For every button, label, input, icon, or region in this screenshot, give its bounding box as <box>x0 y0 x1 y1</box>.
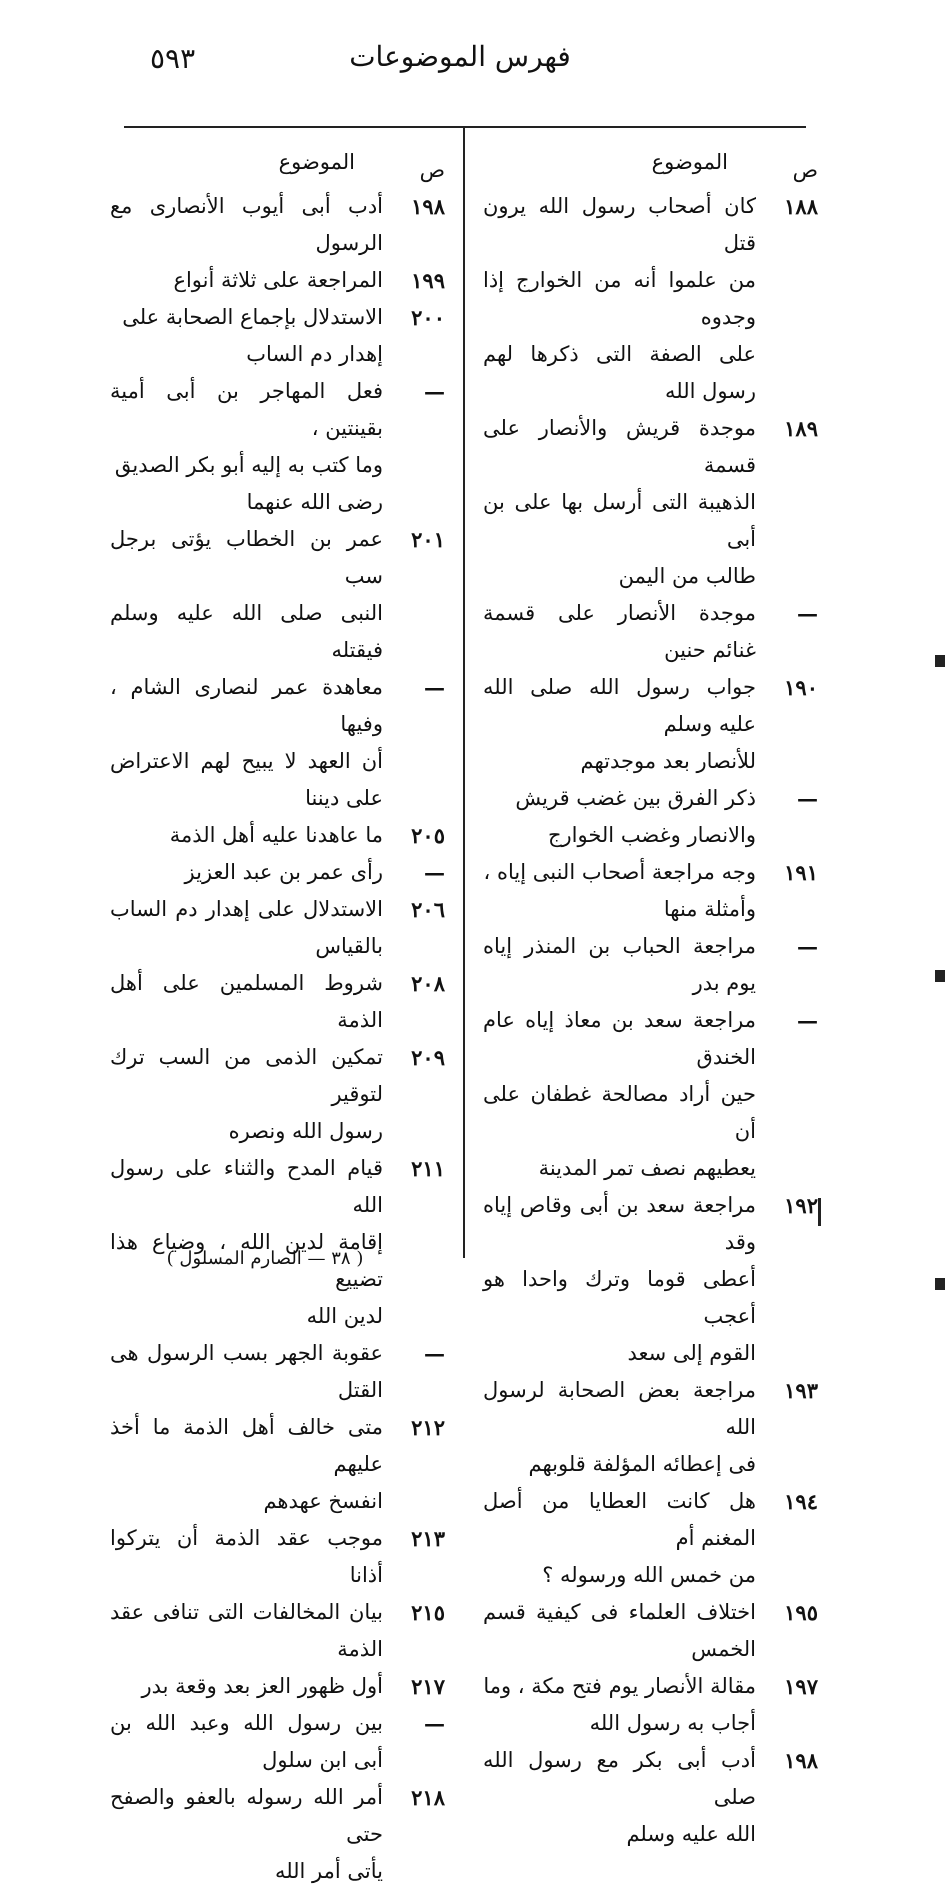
entry-topic-line: من خمس الله ورسوله ؟ <box>542 1563 756 1587</box>
column-header-left <box>110 150 445 188</box>
column-divider <box>463 128 465 1258</box>
entry-topic-line: موجب عقد الذمة أن يتركوا أذانا <box>110 1526 383 1587</box>
entry-page-number: ٢٠٠ <box>411 305 445 330</box>
topic-column-label: الموضوع <box>278 150 355 174</box>
page-number: ٥٩٣ <box>150 42 196 75</box>
margin-mark <box>935 1278 945 1290</box>
index-entry <box>110 1335 445 1409</box>
entry-topic-line: مقالة الأنصار يوم فتح مكة ، وما <box>483 1674 756 1698</box>
entry-page-number: ١٩٩ <box>411 268 445 293</box>
entry-page-number: ١٩٨ <box>411 194 445 219</box>
entry-topic-line: اختلاف العلماء فى كيفية قسم الخمس <box>483 1600 756 1661</box>
entry-topic <box>110 262 383 299</box>
index-entry <box>483 1594 818 1668</box>
entry-page-number: ٢١١ <box>411 1156 445 1181</box>
index-column-left <box>110 150 445 1890</box>
entry-page-number: ٢٠١ <box>411 527 445 552</box>
entry-topic-line: موجدة قريش والأنصار على قسمة <box>483 416 756 477</box>
entry-page-number: — <box>424 1711 445 1736</box>
index-entry <box>483 1002 818 1187</box>
margin-mark <box>935 970 945 982</box>
entry-topic-line: أمر الله رسوله بالعفو والصفح حتى <box>110 1785 383 1846</box>
index-entry <box>110 1039 445 1150</box>
entry-topic-line: فى إعطائه المؤلفة قلوبهم <box>528 1452 756 1476</box>
index-entry <box>110 854 445 891</box>
entry-topic <box>483 928 756 1002</box>
index-entry <box>483 595 818 669</box>
entry-topic-line: رأى عمر بن عبد العزيز <box>184 860 383 884</box>
entry-topic-line: للأنصار بعد موجدتهم <box>580 749 756 773</box>
entry-topic-line: حين أراد مصالحة غطفان على أن <box>483 1082 756 1143</box>
entry-topic-line: عقوبة الجهر بسب الرسول هى القتل <box>110 1341 383 1402</box>
entry-topic <box>483 595 756 669</box>
entry-topic <box>110 1594 383 1668</box>
entry-topic-line: الاستدلال على إهدار دم الساب بالقياس <box>110 897 383 958</box>
entry-page-number: ٢١٣ <box>411 1526 445 1551</box>
page-column-label: ص <box>419 158 445 182</box>
entry-page-number: ٢٠٩ <box>411 1045 445 1070</box>
entry-page-number: — <box>797 786 818 811</box>
index-entry <box>110 965 445 1039</box>
entry-topic-line: قيام المدح والثناء على رسول الله <box>110 1156 383 1217</box>
entry-topic <box>110 521 383 669</box>
entry-page-number: ١٩٨ <box>784 1748 818 1773</box>
entry-topic-line: وما كتب به إليه أبو بكر الصديق <box>114 453 383 477</box>
entry-topic-line: موجدة الأنصار على قسمة غنائم حنين <box>483 601 756 662</box>
index-entry <box>483 1742 818 1853</box>
entry-topic-line: ما عاهدنا عليه أهل الذمة <box>169 823 383 847</box>
entry-topic-line: رسول الله ونصره <box>228 1119 383 1143</box>
entry-page-number: ٢١٥ <box>411 1600 445 1625</box>
entry-page-number: — <box>424 379 445 404</box>
entry-topic-line: كان أصحاب رسول الله يرون قتل <box>483 194 756 255</box>
entry-page-number: — <box>424 675 445 700</box>
index-entry <box>483 1668 818 1742</box>
index-entry <box>110 1779 445 1890</box>
entry-page-number: ١٩٧ <box>784 1674 818 1699</box>
entry-topic <box>110 817 383 854</box>
entry-page-number: — <box>424 860 445 885</box>
entry-topic-line: يأتى أمر الله <box>274 1859 383 1883</box>
entry-topic-line: بين رسول الله وعبد الله بن أبى ابن سلول <box>110 1711 383 1772</box>
entry-topic <box>110 1520 383 1594</box>
index-entry <box>483 1372 818 1483</box>
entry-topic <box>483 1668 756 1742</box>
entry-topic-line: الذهيبة التى أرسل بها على بن أبى <box>483 490 756 551</box>
entry-topic <box>483 669 756 780</box>
entry-topic-line: أن العهد لا يبيح لهم الاعتراض على ديننا <box>110 749 383 810</box>
header-rule <box>124 126 806 128</box>
margin-tick <box>818 1198 821 1226</box>
entry-topic <box>110 373 383 521</box>
entry-topic-line: شروط المسلمين على أهل الذمة <box>110 971 383 1032</box>
index-entry <box>110 1668 445 1705</box>
entry-topic <box>110 1039 383 1150</box>
entry-topic <box>483 1372 756 1483</box>
entry-page-number: — <box>797 934 818 959</box>
column-header-right <box>483 150 818 188</box>
entry-topic-line: متى خالف أهل الذمة ما أخذ عليهم <box>110 1415 383 1476</box>
index-entry <box>110 891 445 965</box>
index-column-right <box>483 150 818 1853</box>
entry-topic <box>110 1779 383 1890</box>
entry-page-number: ١٨٩ <box>784 416 818 441</box>
entry-topic-line: تمكين الذمى من السب ترك لتوقير <box>110 1045 383 1106</box>
entry-topic-line: من علموا أنه من الخوارج إذا وجدوه <box>483 268 756 329</box>
entry-topic-line: القوم إلى سعد <box>627 1341 756 1365</box>
entry-topic <box>483 188 756 410</box>
entry-page-number: ٢١٨ <box>411 1785 445 1810</box>
entry-topic-line: انفسخ عهدهم <box>263 1489 383 1513</box>
entries-list-right <box>483 188 818 1853</box>
entry-topic <box>483 780 756 854</box>
entry-page-number: — <box>424 1341 445 1366</box>
index-entry <box>110 1594 445 1668</box>
entry-topic-line: جواب رسول الله صلى الله عليه وسلم <box>483 675 756 736</box>
entry-page-number: ١٩١ <box>784 860 818 885</box>
entry-topic <box>110 1150 383 1335</box>
index-entry <box>110 1150 445 1335</box>
entry-page-number: ٢١٢ <box>411 1415 445 1440</box>
running-title: فهرس الموضوعات <box>349 40 571 73</box>
page-column-label: ص <box>792 158 818 182</box>
index-entry <box>483 854 818 928</box>
entry-topic-line: أدب أبى بكر مع رسول الله صلى <box>483 1748 756 1809</box>
entry-topic <box>483 1742 756 1853</box>
entry-topic-line: مراجعة بعض الصحابة لرسول الله <box>483 1378 756 1439</box>
index-entry <box>483 669 818 780</box>
entry-topic <box>483 410 756 595</box>
entry-topic-line: المراجعة على ثلاثة أنواع <box>173 268 383 292</box>
entry-topic <box>483 1483 756 1594</box>
signature-mark: ( ٣٨ — الصارم المسلول ) <box>166 1248 364 1269</box>
entry-topic-line: لدين الله <box>306 1304 383 1328</box>
entry-page-number: ١٩٥ <box>784 1600 818 1625</box>
entry-topic-line: الاستدلال بإجماع الصحابة على <box>122 305 383 329</box>
entry-topic-line: طالب من اليمن <box>618 564 756 588</box>
entry-topic-line: وجه مراجعة أصحاب النبى إياه ، <box>483 860 756 884</box>
entry-topic-line: عمر بن الخطاب يؤتى برجل سب <box>110 527 383 588</box>
entry-topic <box>110 188 383 262</box>
index-entry <box>483 1483 818 1594</box>
entry-topic-line: فعل المهاجر بن أبى أمية بقينتين ، <box>110 379 383 440</box>
entry-topic <box>483 854 756 928</box>
index-entry <box>110 669 445 817</box>
entry-topic-line: أعطى قوما وترك واحدا هو أعجب <box>483 1267 756 1328</box>
margin-mark <box>935 655 945 667</box>
index-entry <box>110 521 445 669</box>
entry-page-number: ١٩٣ <box>784 1378 818 1403</box>
index-entry <box>110 1705 445 1779</box>
entry-topic <box>110 965 383 1039</box>
entry-topic <box>110 1409 383 1520</box>
entry-topic <box>110 1705 383 1779</box>
entry-topic-line: مراجعة الحباب بن المنذر إياه يوم بدر <box>483 934 756 995</box>
entry-topic <box>110 1335 383 1409</box>
index-entry <box>483 928 818 1002</box>
index-entry <box>483 188 818 410</box>
entry-topic <box>483 1187 756 1372</box>
entry-topic-line: رضى الله عنهما <box>246 490 383 514</box>
entry-topic-line: وأمثلة منها <box>663 897 756 921</box>
entry-topic-line: مراجعة سعد بن معاذ إياه عام الخندق <box>483 1008 756 1069</box>
index-entry <box>110 188 445 262</box>
index-entry <box>483 410 818 595</box>
entry-topic-line: إقامة لدين الله ، وضياع هذا تضييع <box>110 1230 383 1291</box>
index-entry <box>110 817 445 854</box>
entry-topic-line: الله عليه وسلم <box>626 1822 756 1846</box>
entry-topic-line: أجاب به رسول الله <box>589 1711 756 1735</box>
index-entry <box>483 1187 818 1372</box>
entry-topic-line: على الصفة التى ذكرها لهم رسول الله <box>483 342 756 403</box>
entry-page-number: ١٩٠ <box>784 675 818 700</box>
entry-page-number: — <box>797 601 818 626</box>
entry-topic-line: ذكر الفرق بين غضب قريش <box>515 786 756 810</box>
index-entry <box>110 373 445 521</box>
index-entry <box>110 262 445 299</box>
index-entry <box>110 299 445 373</box>
topic-column-label: الموضوع <box>651 150 728 174</box>
entry-page-number: ٢٠٥ <box>411 823 445 848</box>
entry-topic <box>110 669 383 817</box>
index-entry <box>110 1409 445 1520</box>
entry-topic-line: أدب أبى أيوب الأنصارى مع الرسول <box>110 194 383 255</box>
entry-page-number: ١٩٤ <box>784 1489 818 1514</box>
entry-page-number: ٢٠٨ <box>411 971 445 996</box>
index-entry <box>110 1520 445 1594</box>
entries-list-left <box>110 188 445 1890</box>
entry-topic-line: يعطيهم نصف تمر المدينة <box>538 1156 756 1180</box>
entry-topic <box>110 299 383 373</box>
entry-topic-line: معاهدة عمر لنصارى الشام ، وفيها <box>110 675 383 736</box>
entry-topic <box>110 891 383 965</box>
entry-topic-line: مراجعة سعد بن أبى وقاص إياه وقد <box>483 1193 756 1254</box>
entry-topic-line: إهدار دم الساب <box>246 342 383 366</box>
entry-topic <box>110 854 383 891</box>
index-entry <box>483 780 818 854</box>
entry-topic <box>483 1594 756 1668</box>
entry-page-number: ٢١٧ <box>411 1674 445 1699</box>
entry-topic-line: هل كانت العطايا من أصل المغنم أم <box>483 1489 756 1550</box>
entry-page-number: ١٨٨ <box>784 194 818 219</box>
entry-topic <box>483 1002 756 1187</box>
entry-topic-line: النبى صلى الله عليه وسلم فيقتله <box>110 601 383 662</box>
entry-page-number: ٢٠٦ <box>411 897 445 922</box>
entry-topic <box>110 1668 383 1705</box>
entry-topic-line: بيان المخالفات التى تنافى عقد الذمة <box>110 1600 383 1661</box>
entry-page-number: — <box>797 1008 818 1033</box>
entry-topic-line: والانصار وغضب الخوارج <box>547 823 756 847</box>
entry-page-number: ١٩٢ <box>784 1193 818 1218</box>
entry-topic-line: أول ظهور العز بعد وقعة بدر <box>141 1674 383 1698</box>
